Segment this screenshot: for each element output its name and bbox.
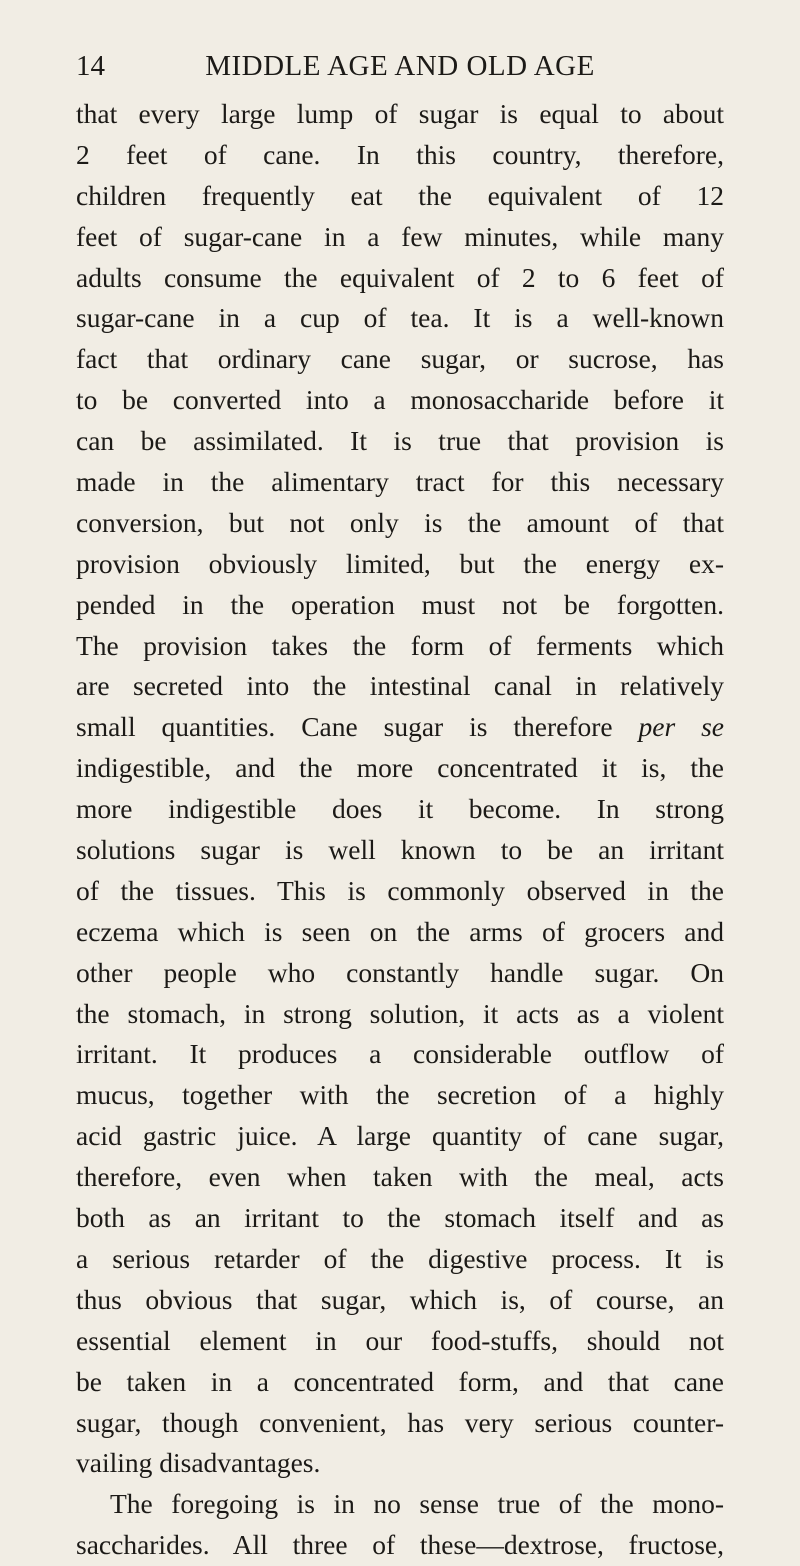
- running-title: MIDDLE AGE AND OLD AGE: [205, 50, 595, 82]
- text-line: thus obvious that sugar, which is, of course, an: [76, 1283, 724, 1315]
- italic-phrase: per se: [638, 711, 724, 743]
- text-segment: small quantities. Cane sugar is therefore: [76, 711, 613, 743]
- text-line: other people who constantly handle sugar. On: [76, 956, 724, 988]
- text-line: mucus, together with the secretion of a highly: [76, 1079, 724, 1111]
- text-line: to be converted into a monosaccharide before it: [76, 384, 724, 416]
- running-head: [76, 46, 724, 86]
- text-line: sugar, though convenient, has very serious counter-: [76, 1406, 724, 1438]
- text-line: the stomach, in strong solution, it acts as a violent: [76, 997, 724, 1029]
- text-line: a serious retarder of the digestive process. It is: [76, 1242, 724, 1274]
- text-line: children frequently eat the equivalent of 12: [76, 179, 724, 211]
- text-line: fact that ordinary cane sugar, or sucrose, has: [76, 343, 724, 375]
- text-line: both as an irritant to the stomach itself and as: [76, 1202, 724, 1234]
- text-line: of the tissues. This is commonly observed in the: [76, 874, 724, 906]
- text-line: acid gastric juice. A large quantity of cane sugar,: [76, 1120, 724, 1152]
- page-number: 14: [76, 50, 105, 82]
- text-line: indigestible, and the more concentrated it is, the: [76, 752, 724, 784]
- text-line: be taken in a concentrated form, and that cane: [76, 1365, 724, 1397]
- text-line: irritant. It produces a considerable outflow of: [76, 1038, 724, 1070]
- text-line: that every large lump of sugar is equal to about: [76, 98, 724, 129]
- text-line: solutions sugar is well known to be an irritant: [76, 834, 724, 866]
- text-line: feet of sugar-cane in a few minutes, while many: [76, 220, 724, 252]
- text-line: sugar-cane in a cup of tea. It is a well-known: [76, 302, 724, 334]
- body-text: [76, 94, 724, 1566]
- text-line: The provision takes the form of ferments which: [76, 629, 724, 661]
- text-line: made in the alimentary tract for this necessary: [76, 466, 724, 498]
- text-line: pended in the operation must not be forgotten.: [76, 588, 724, 620]
- text-line: adults consume the equivalent of 2 to 6 feet of: [76, 261, 724, 293]
- text-line: provision obviously limited, but the energy ex-: [76, 547, 724, 579]
- text-line: more indigestible does it become. In strong: [76, 793, 724, 825]
- text-line: therefore, even when taken with the meal, acts: [76, 1161, 724, 1193]
- text-line-with-italic: [76, 707, 724, 748]
- text-line: 2 feet of cane. In this country, therefore,: [76, 138, 724, 170]
- paragraph-last-line: vailing disadvantages.: [76, 1447, 321, 1479]
- text-line: essential element in our food-stuffs, should not: [76, 1324, 724, 1356]
- text-line: can be assimilated. It is true that provision is: [76, 425, 724, 457]
- text-line: conversion, but not only is the amount of that: [76, 506, 724, 538]
- text-line: are secreted into the intestinal canal in relatively: [76, 670, 724, 702]
- paragraph-first-line: The foregoing is in no sense true of the mono-: [110, 1488, 724, 1520]
- text-line: saccharides. All three of these—dextrose, fructose,: [76, 1529, 724, 1561]
- text-line: eczema which is seen on the arms of grocers and: [76, 915, 724, 947]
